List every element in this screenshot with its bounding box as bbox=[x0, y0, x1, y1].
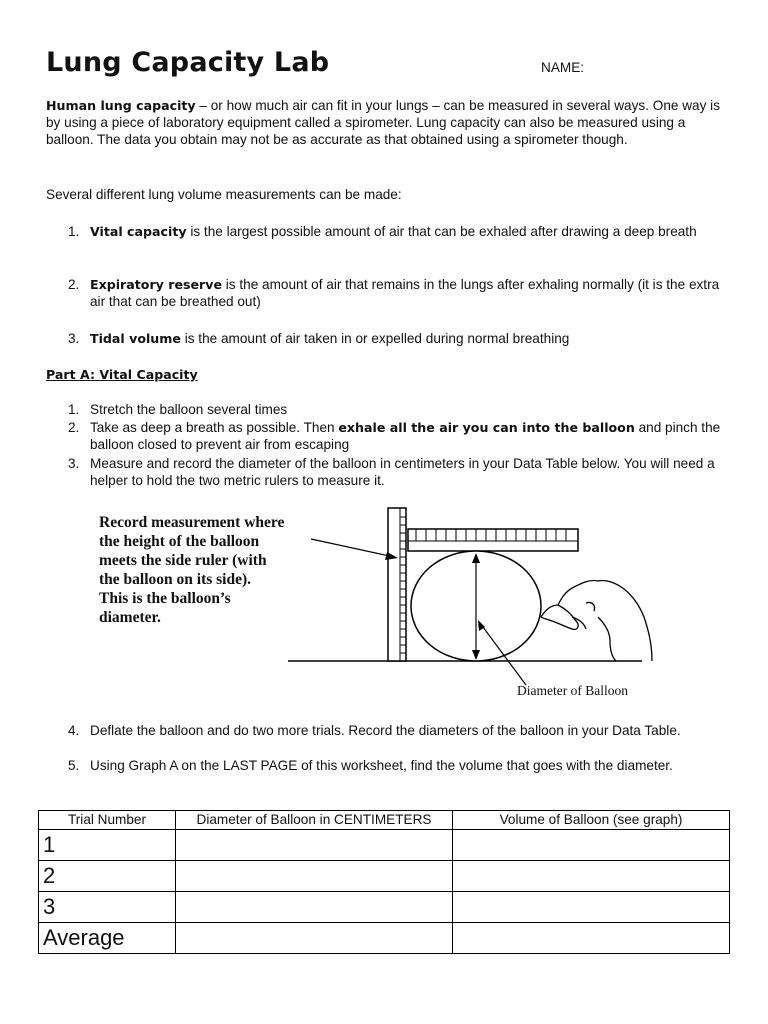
data-table bbox=[38, 810, 730, 954]
diameter-label: Diameter of Balloon bbox=[517, 683, 628, 698]
column-header: Trial Number bbox=[39, 811, 176, 830]
definition: is the largest possible amount of air that can be exhaled after drawing a deep breath bbox=[186, 224, 697, 239]
balloon-diagram-svg bbox=[96, 505, 666, 703]
list-number: 1. bbox=[68, 224, 80, 239]
top-ruler bbox=[408, 529, 578, 551]
volume-cell[interactable] bbox=[453, 892, 730, 923]
trial-cell: 1 bbox=[39, 830, 176, 861]
volume-cell[interactable] bbox=[453, 830, 730, 861]
step-text-end: and pinch the balloon closed to prevent air from escaping bbox=[90, 420, 721, 452]
list-number: 1. bbox=[68, 402, 80, 417]
diameter-cell[interactable] bbox=[176, 861, 453, 892]
list-number: 3. bbox=[68, 331, 80, 346]
step-text: Measure and record the diameter of the balloon in centimeters in your Data Table below. You will need a helper to hold the two metric rulers to measure it. bbox=[90, 456, 715, 488]
table-header-row bbox=[39, 811, 730, 830]
list-number: 3. bbox=[68, 456, 80, 471]
diameter-cell[interactable] bbox=[176, 892, 453, 923]
figure-caption: Record measurement where the height of the balloon meets the side ruler (with the balloon on its side). This is the balloon’s diameter. bbox=[99, 514, 285, 626]
table-row bbox=[39, 830, 730, 861]
diameter-cell[interactable] bbox=[176, 830, 453, 861]
intro-paragraph bbox=[46, 97, 726, 148]
list-number: 2. bbox=[68, 277, 80, 292]
column-header: Volume of Balloon (see graph) bbox=[453, 811, 730, 830]
table-row bbox=[39, 923, 730, 954]
volume-cell[interactable] bbox=[453, 923, 730, 954]
trial-cell: 2 bbox=[39, 861, 176, 892]
hand-outline bbox=[541, 580, 652, 661]
intro-bold-lead: Human lung capacity bbox=[46, 98, 196, 113]
page-title: Lung Capacity Lab bbox=[46, 47, 330, 78]
name-label: NAME: bbox=[541, 60, 585, 75]
side-ruler bbox=[388, 508, 406, 661]
step-text: Deflate the balloon and do two more trials. Record the diameters of the balloon in your Data Table. bbox=[90, 723, 681, 738]
step-text: Stretch the balloon several times bbox=[90, 402, 288, 417]
list-number: 5. bbox=[68, 758, 80, 773]
definition: is the amount of air that remains in the lungs after exhaling normally (it is the extra air that can be breathed out) bbox=[90, 277, 720, 309]
part-a-heading: Part A: Vital Capacity bbox=[46, 367, 198, 382]
step-text: Using Graph A on the LAST PAGE of this worksheet, find the volume that goes with the diameter. bbox=[90, 758, 673, 773]
column-header: Diameter of Balloon in CENTIMETERS bbox=[176, 811, 453, 830]
intro-text: – or how much air can fit in your lungs – can be measured in several ways. One way is by using a piece of laboratory equipment called a spirometer. Lung capacity can also be measured using a balloon. The data you obtain may not be as accurate as that obtained using a spirometer though. bbox=[46, 98, 720, 147]
trial-cell: 3 bbox=[39, 892, 176, 923]
list-number: 2. bbox=[68, 420, 80, 435]
balloon-measurement-figure bbox=[96, 505, 666, 703]
definition: is the amount of air taken in or expelled during normal breathing bbox=[180, 331, 570, 346]
table-row bbox=[39, 861, 730, 892]
step-text: Take as deep a breath as possible. Then bbox=[90, 420, 339, 435]
average-cell: Average bbox=[39, 923, 176, 954]
list-number: 4. bbox=[68, 723, 80, 738]
term: Expiratory reserve bbox=[90, 277, 222, 292]
caption-pointer-arrow bbox=[311, 539, 398, 560]
volume-cell[interactable] bbox=[453, 861, 730, 892]
table-row bbox=[39, 892, 730, 923]
diameter-cell[interactable] bbox=[176, 923, 453, 954]
term: Tidal volume bbox=[90, 331, 181, 346]
measurements-lead: Several different lung volume measurements can be made: bbox=[46, 187, 402, 202]
step-bold-text: exhale all the air you can into the balloon bbox=[338, 420, 635, 435]
term: Vital capacity bbox=[90, 224, 187, 239]
